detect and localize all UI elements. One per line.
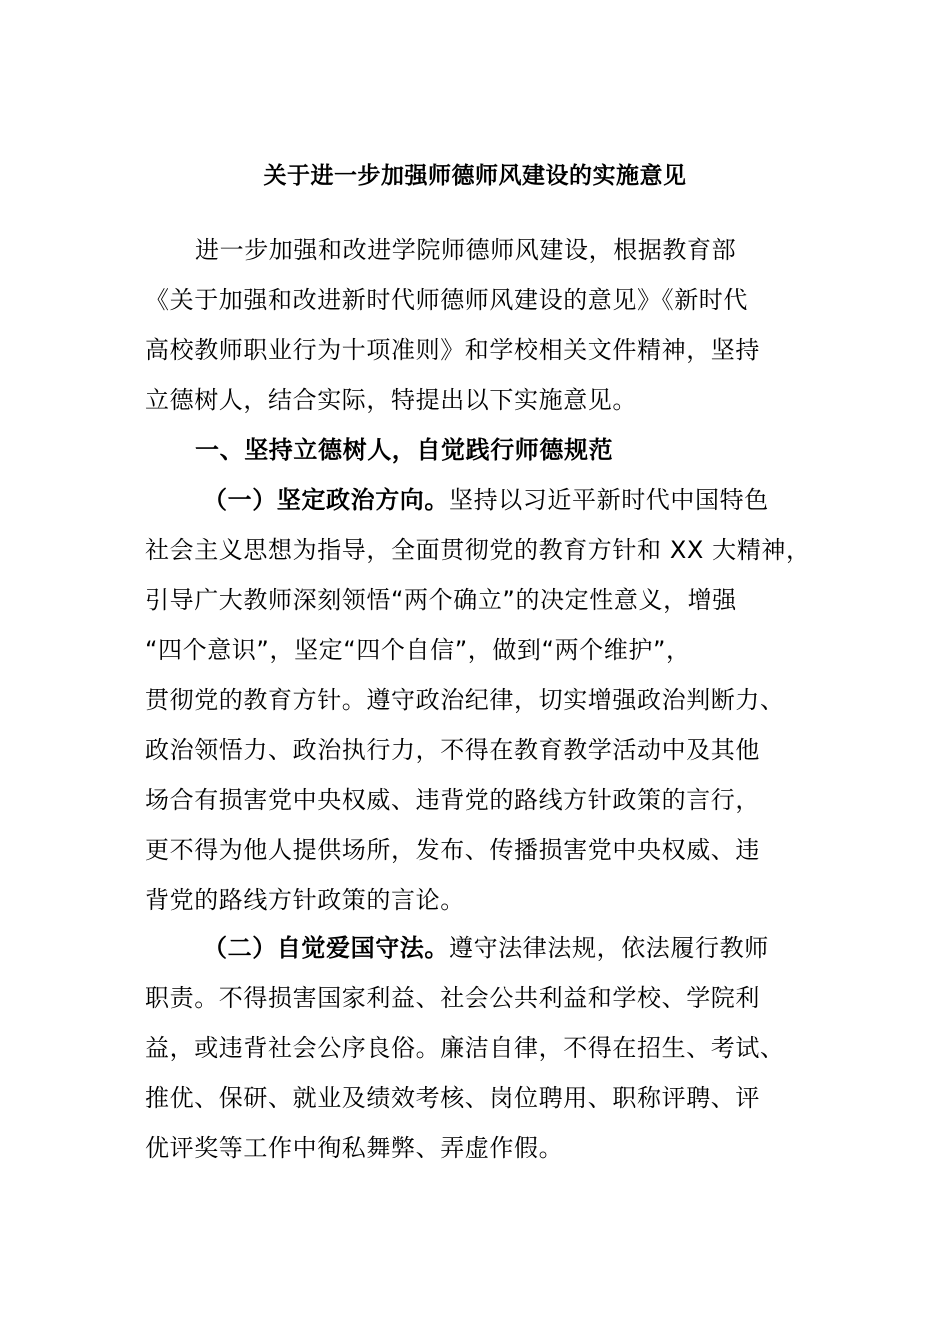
paragraph-line: 益，或违背社会公序良俗。廉洁自律，不得在招生、考试、 [145, 1034, 785, 1062]
paragraph-line: 更不得为他人提供场所，发布、传播损害党中央权威、违 [145, 836, 760, 864]
paragraph-line: 职责。不得损害国家利益、社会公共利益和学校、学院利 [145, 984, 760, 1012]
paragraph-line: 贯彻党的教育方针。遵守政治纪律，切实增强政治判断力、 [145, 686, 785, 714]
subsection-paragraph-2 [145, 923, 845, 1173]
paragraph-line: “四个意识”，坚定“四个自信”，做到“两个维护”， [145, 636, 691, 664]
paragraph-line: 场合有损害党中央权威、违背党的路线方针政策的言行， [145, 786, 760, 814]
subsection-text: 遵守法律法规，依法履行教师 [449, 934, 769, 962]
intro-line: 高校教师职业行为十项准则》和学校相关文件精神，坚持 [145, 336, 760, 364]
intro-line: 进一步加强和改进学院师德师风建设，根据教育部 [195, 236, 737, 264]
subsection-first-line [145, 475, 845, 525]
subsection-paragraph-1 [145, 475, 845, 925]
intro-paragraph [145, 225, 845, 425]
subsection-label: （二）自觉爱国守法。 [203, 934, 449, 962]
paragraph-line: 背党的路线方针政策的言论。 [145, 886, 465, 914]
paragraph-line: 引导广大教师深刻领悟“两个确立”的决定性意义，增强 [145, 586, 737, 614]
paragraph-line: 政治领悟力、政治执行力，不得在教育教学活动中及其他 [145, 736, 760, 764]
subsection-text: 坚持以习近平新时代中国特色 [449, 486, 769, 514]
section-heading [145, 425, 845, 475]
paragraph-line: 社会主义思想为指导，全面贯彻党的教育方针和 XX 大精神， [145, 536, 811, 564]
paragraph-line: 优评奖等工作中徇私舞弊、弄虚作假。 [145, 1134, 564, 1162]
subsection-label: （一）坚定政治方向。 [203, 486, 449, 514]
section-heading-text: 一、坚持立德树人，自觉践行师德规范 [195, 436, 614, 464]
document-title: 关于进一步加强师德师风建设的实施意见 [263, 163, 687, 189]
subsection-first-line [145, 923, 845, 973]
intro-line: 立德树人，结合实际，特提出以下实施意见。 [145, 386, 637, 414]
intro-line: 《关于加强和改进新时代师德师风建设的意见》《新时代 [145, 286, 748, 314]
paragraph-line: 推优、保研、就业及绩效考核、岗位聘用、职称评聘、评 [145, 1084, 760, 1112]
